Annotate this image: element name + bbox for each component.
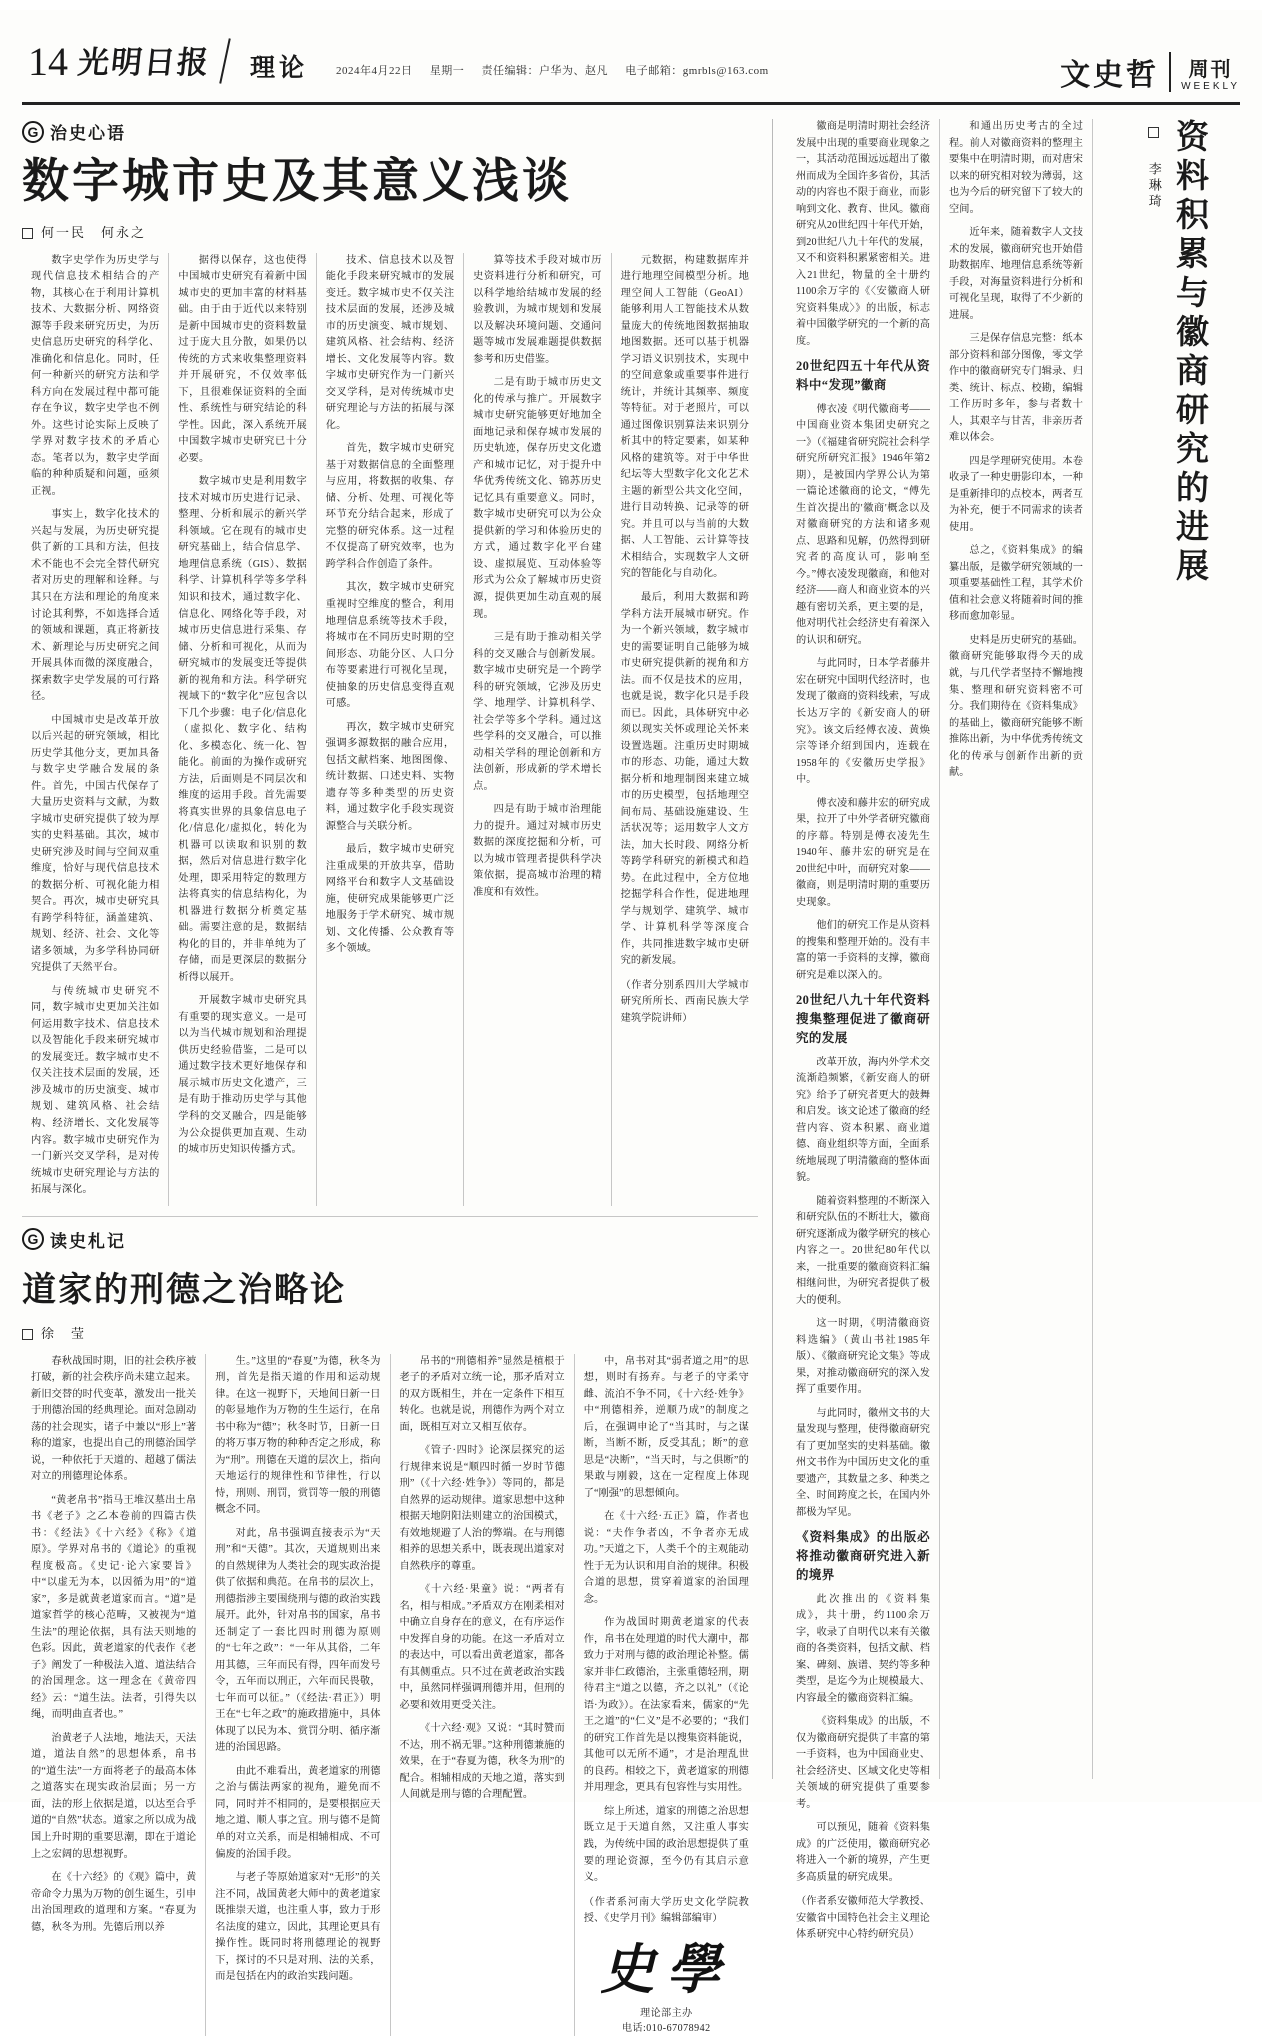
para: 元数据，构建数据库并进行地理空间模型分析。地理空间人工智能（GeoAI）能够利用人工智能技术从数量庞大的传统地图数据抽取地图数据。还可以基于机器学习语义识别技术，实现中的空间意象或重要事件进行统计，并统计其频率、频度等特征。对于老照片，可以通过图像识别算法来识别分析其中的特定要素，如某种风格的建筑等。对于中华世纪坛等大型数字化文化艺术主题的新型公共文化空间，进行目动转换、记录等的研究。并且可以与当前的大数据、人工智能、云计算等技术相结合，实现数字人文研究的智能化与自动化。	[620, 254, 749, 580]
para: 与老子等原始道家对“无形”的关注不同，战国黄老大师中的黄老道家既推崇天道，也注重人事，致力于形名法度的建立，因此，其理论更具有操作性。既同时将刑德理论的视野下，探讨的不只是对刑、法的关系，而是包括在内的政治实践问题。	[215, 1872, 381, 1983]
para: 中，帛书对其“弱者道之用”的思想，则时有扬弃。与老子的守柔守雌、流泊不争不同，《十六经·姓争》中“刑德相养，逆顺乃成”的制度之后，在强调申论了“当其时，与之谋断，当断不断，反受其乱；断”的意思是“决断”，“当天时，与之俱断”的果敢与刚毅，这在一定程度上体现了“刚强”的思想倾向。	[583, 1355, 749, 1499]
section-label-text: 读史札记	[50, 1231, 126, 1251]
para: 四是有助于城市治理能力的提升。通过对城市历史数据的深度挖掘和分析，可以为城市管理者提供科学决策依据，提高城市治理的精准度和有效性。	[473, 804, 602, 898]
article1-author-note: （作者分别系四川大学城市研究所所长、西南民族大学建筑学院讲师）	[620, 979, 749, 1024]
section-label-dushizhaji	[22, 1227, 758, 1252]
masthead-footer-meta	[584, 2006, 749, 2036]
newspaper-page	[0, 10, 1262, 2034]
para: 近年来，随着数字人文技术的发展，徽商研究也开始借助数据库、地理信息系统等新手段，对海量资料进行分析和可视化呈现，取得了不少新的进展。	[949, 227, 1083, 321]
byline-box-icon	[1148, 127, 1159, 138]
byline-box-icon	[22, 1329, 33, 1340]
para: 这一时期，《明清徽商资料选编》（黄山书社1985年版）、《徽商研究论文集》等成果，对推动徽商研究的深入发挥了重要作用。	[796, 1318, 930, 1396]
article1-col-2	[169, 253, 315, 1206]
para: 改革开放，海内外学术交流渐趋频繁，《新安商人的研究》给予了研究者更大的鼓舞和启发。该文论述了徽商的经营内容、资本积累、商业道德、商业组织等方面，全面系统地展现了明清徽商的整体面貌。	[796, 1056, 930, 1184]
para: 此次推出的《资料集成》，共十册，约1100余万字，收录了自明代以来有关徽商的各类资料，包括文献、档案、碑刻、族谱、契约等多种类型，是迄今为止规模最大、内容最全的徽商资料汇编。	[796, 1593, 930, 1704]
article1-col-4	[464, 253, 610, 1206]
article-digital-city-history	[22, 119, 758, 1206]
byline-box-icon	[22, 228, 33, 239]
para: 与此同时，徽州文书的大量发现与整理，使得徽商研究有了更加坚实的史料基础。徽州文书作为中国历史文化的重要遗产，其数量之多、种类之全、时间跨度之长，在国内外都极为罕见。	[796, 1407, 930, 1518]
para: 数字史学作为历史学与现代信息技术相结合的产物，其核心在于利用计算机技术、大数据分析、网络资源等手段来研究历史，为历史信息历史研究的科学化、准确化和信息化。同时，任何一种新兴的研究方法和学科方向在发展过程中都可能存在争议，数字史学也不例外。这些讨论实际上反映了学界对数字技术的矛盾心态。笔者以为，数字史学面临的种种质疑和问题，亟须正视。	[31, 254, 160, 497]
page-number: 14	[28, 39, 68, 84]
masthead	[22, 10, 1240, 105]
section-name: 理论	[250, 53, 309, 82]
article3-heading-3: 《资料集成》的出版必将推动徽商研究进入新的境界	[796, 1530, 930, 1582]
article1-headline: 数字城市史及其意义浅谈	[22, 154, 572, 209]
para: 技术、信息技术以及智能化手段来研究城市的发展变迁。数字城市史不仅关注技术层面的发展，还涉及城市的历史演变、城市规划、建筑风格、社会结构、经济增长、文化发展等内容。数字城市史研究作为一门新兴交叉学科，是对传统城市史研究理论与方法的拓展与深化。	[325, 254, 455, 431]
para: 《十六经·果童》说：“两者有名，相与相成。”矛盾双方在刚柔相对中确立自身存在的意义，在有序运作中发挥自身的功能。在这一矛盾对立的表达中，可以看出黄老道家，都各有其侧重点。只不过在黄老政治实践中，虽然同样强调刑德并用，但刑的必要和效用更受关注。	[399, 1584, 565, 1711]
article1-byline	[22, 222, 758, 241]
para: 首先，数字城市史研究基于对数据信息的全面整理与应用，将数据的收集、存储、分析、处理、可视化等环节充分结合起来，形成了完整的研究体系。这一过程不仅提高了研究效率，也为跨学科合作创造了条件。	[325, 443, 455, 570]
calligraphy-block	[584, 1936, 749, 2036]
section-label-zhishixinyu	[22, 119, 758, 144]
left-region	[22, 119, 772, 2034]
para: 春秋战国时期，旧的社会秩序被打破，新的社会秩序尚未建立起来。新旧交替的时代变革，激发出一批关于刑德治国的经典理论。面对急剧动荡的社会现实，诸子中兼以“形上”著称的道家，也提出自己的刑德治国学说，一种依托于天道的、超越了儒法对立的刑德理论体系。	[31, 1355, 197, 1483]
article3-vertical-byline	[1145, 127, 1164, 247]
para: 《管子·四时》论深层探究的运行规律来说是“顺四时循一岁时节德刑”（《十六经·姓争》）等同的，都是自然界的运动规律。道家思想中这种根据天地阴阳法则建立的治国模式，有效地规避了人治的弊端。在与刑德相养的思想关系中，既表现出道家对自然秩序的尊重。	[399, 1445, 565, 1572]
article2-col-3	[390, 1354, 573, 2036]
article2-col-1	[22, 1354, 205, 2036]
para: 二是有助于城市历史文化的传承与推广。开展数字城市史研究能够更好地加全面地记录和保存城市发展的历史轨迹，保存历史文化遗产和城市记忆，对于提升中华优秀传统文化、锦苏历史记忆具有重要意义。同时，数字城市史研究可以为公众提供新的学习和体验历史的方式，通过数字化平台建设、虚拟展览、互动体验等形式为公众了解城市历史资源，提供更加生动直观的展现。	[473, 377, 602, 620]
section-label-text: 治史心语	[50, 124, 126, 143]
article1-author: 何一民 何永之	[41, 224, 147, 240]
article2-author-note: （作者系河南大学历史文化学院教授、《史学月刊》编辑部编审）	[583, 1896, 749, 1925]
para: 在《十六经·五正》篇，作者也说：“夫作争者凶，不争者亦无成功。”天道之下，人类千个的主观能动性于无为认识和用自治的规律。积极合道的思想，贯穿着道家的治国理念。	[583, 1511, 749, 1605]
article2-col-2	[206, 1354, 389, 2036]
para: 作为战国时期黄老道家的代表作，帛书在处理道的时代大潮中，都致力于对刑与德的政治理论补整。儒家并非仁政德治，主张重德轻刑，期待君主“道之以德，齐之以礼”（《论语·为政》）。在法家看来，儒家的“先王之道”的“仁义”是不必要的；“我们的研究工作首先是以搜集资料能说，其他可以无所不通”，才是治理乱世的良药。相较之下，黄老道家的刑德并用理念，更具有包容性与实用性。	[583, 1617, 749, 1794]
para: 三是保存信息完整：纸本部分资料和部分图像，零文学作中的徽商研究专门辑录、归类、统计、标点、校勘，编辑工作历时多年，参与者数十人，其艰辛与甘苦，非亲历者难以体会。	[949, 333, 1083, 444]
para: 史料是历史研究的基础。徽商研究能够取得今天的成就，与几代学者坚持不懈地搜集、整理和研究资料密不可分。我们期待在《资料集成》的基础上，徽商研究能够不断推陈出新，为中华优秀传统文化的传承与创新作出新的贡献。	[949, 634, 1083, 779]
article3-col-1	[787, 119, 939, 1941]
weekly-label: 周刊	[1188, 59, 1233, 81]
para: 三是有助于推动相关学科的交叉融合与创新发展。数字城市史研究是一个跨学科的研究领域，它涉及历史学、地理学、计算机科学、社会学等多个学科。通过这些学科的交叉融合，可以推动相关学科的理论创新和方法创新，形成新的学术增长点。	[473, 632, 602, 792]
article3-vertical-headline: 资料积累与徽商研究的进展	[1171, 119, 1210, 587]
para: 《十六经·观》又说：“其时赞而不达，刑不祸无罪。”这种刑德兼施的效果，在于“春夏为德，秋冬为刑”的配合。相辅相成的天地之道，落实到人间就是刑与德的合理配置。	[399, 1723, 565, 1801]
para: 在《十六经》的《观》篇中，黄帝命令力黑为万物的创生诞生，引申出治国理政的道理和方案。“春夏为德，秋冬为刑。先德后刑以养	[31, 1872, 197, 1933]
article-divider	[22, 1216, 758, 1217]
para: 事实上，数字化技术的兴起与发展，为历史研究提供了新的工具和方法，但技术不能也不会完全替代研究者对历史的理解和诠释。与其只在方法和理论的角度来讨论其利弊，不如选择合适的领域和课题，真正将新技术、新理论与历史研究之间开展具体而微的深度融合，探索数字史学发展的可行路径。	[31, 509, 160, 703]
weekly-label-en: WEEKLY	[1181, 81, 1240, 92]
para: 据得以保存，这也使得中国城市史研究有着新中国城市史的更加丰富的材料基础。由于由于近代以来特别是新中国城市史的资料数量过于庞大且分散，如果仍以传统的方式来收集整理资料并开展研究，不仅效率低下，且很难保证资料的全面性、系统性与研究结论的科学性。因此，深入系统开展中国数字城市史研究已十分必要。	[178, 254, 307, 464]
article-daojia-xingde	[22, 1227, 758, 2036]
para: “黄老帛书”指马王堆汉墓出土帛书《老子》之乙本卷前的四篇古佚书：《经法》《十六经》《称》《道原》。学界对帛书的《道论》的重视程度极高。《史记·论六家要旨》中“以虚无为本，以因循为用”的“道家”，多是就黄老道家而言。“道”是道家哲学的核心范畴，又被视为“道生法”的理论依据，具有法天则地的色彩。因此，黄老道家的代表作《老子》阐发了一种极法入道、道法结合的治国理念。这一理念在《黄帝四经》云：“道生法。法者，引得失以绳，而明曲直者也。”	[31, 1494, 197, 1721]
article2-author: 徐 莹	[41, 1325, 87, 1341]
page-content	[22, 119, 1240, 2034]
para: 最后，数字城市史研究注重成果的开放共享，借助网络平台和数字人文基础设施，使研究成果能够更广泛地服务于学术研究、城市规划、文化传播、公众教育等多个领域。	[325, 844, 455, 955]
para: 对此，帛书强调直接表示为“天刑”和“天德”。其次，天道规则出来的自然规律为人类社会的现实政治提供了依据和典范。在帛书的层次上，刑德指涉主要围绕刑与德的政治实践展开。此外，针对帛书的国家，帛书还制定了一套比四时刑德为原则的“七年之政”：“一年从其俗，二年用其德，三年而民有得，四年而发号令，五年而以刑正，六年而民畏敬，七年而可以征。”（《经法·君正》）明王在“七年之政”的施政措施中，具体体现了以民为本、赏罚分明、循序渐进的治国思路。	[215, 1527, 381, 1754]
email: 电子邮箱：gmrbls@163.com	[625, 65, 769, 77]
issue-date: 2024年4月22日	[336, 65, 413, 77]
para: 治黄老子人法地，地法天，天法道，道法自然”的思想体系，帛书的“道生法”一方面将老子的最高本体之道落实在现实政治层面；另一方面，法的形上依据是道，以达至合乎道的“自然”状态。道家之所以成为战国上升时期的重要思潮，即在于道论上之宏阔的思想视野。	[31, 1732, 197, 1860]
para: 最后，利用大数据和跨学科方法开展城市研究。作为一个新兴领域，数字城市史的需要证明自己能够为城市史研究提供新的视角和方法。而不仅是技术的应用，也就是说，数字化只是手段而已。因此，具体研究中必须以现实关怀或理论关怀来设置选题。注重历史时期城市的形态、功能，通过大数据分析和地理制图来建立城市的历史模型，包括地理空间布局、基础设施建设、生活状况等；运用数字人文方法，加大长时段、网络分析等跨学科研究的新模式和趋势。在此过程中，全方位地挖掘学科合作性，促进地理学与规划学、建筑学、城市学、计算机科学等深度合作，共同推进数字城市史研究的新发展。	[620, 592, 749, 967]
article3-author: 李琳琦	[1146, 162, 1162, 210]
article3-author-note: （作者系安徽师范大学教授、安徽省中国特色社会主义理论体系研究中心特约研究员）	[796, 1896, 930, 1941]
calligraphy-shixue: 史學	[600, 1936, 733, 2001]
para: 吊书的“刑德相养”显然是植根于老子的矛盾对立统一论，那矛盾对立的双方既相生，并在一定条件下相互转化。也就是说，刑德作为两个对立面，既相互对立又相互依存。	[399, 1355, 565, 1433]
para: 中国城市史是改革开放以后兴起的研究领域，相比历史学其他分支，更加具备与数字史学融合发展的条件。首先，中国古代保存了大量历史资料与文献，为数字城市史研究提供了较为厚实的史料基础。其次，城市史研究涉及时间与空间双重维度，恰好与现代信息技术的数据分析、可视化能力相契合。再次，城市史研究具有跨学科特征，涵盖建筑、规划、经济、社会、文化等诸多领域，为多学科协同研究提供了天然平台。	[31, 714, 160, 974]
para: 《资料集成》的出版，不仅为徽商研究提供了丰富的第一手资料，也为中国商业史、社会经济史、区域文化史等相关领域的研究提供了重要参考。	[796, 1716, 930, 1810]
para: 生。”这里的“春夏”为德，秋冬为刑，首先是指天道的作用和运动规律。在这一视野下，天地间日新一日的彰显地作为万物的生生运行，在帛书中称为“德”；秋冬时节，日新一日的将万事万物的种种否定之形成，称为“刑”。刑德在天道的层次上，指向天地运行的规律性和节律性，行以恃，刑则、刑罚，赏罚等一般的刑德概念不同。	[215, 1355, 381, 1516]
article3-heading-2: 20世纪八九十年代资料搜集整理促进了徽商研究的发展	[796, 993, 930, 1045]
para: 再次，数字城市史研究强调多源数据的融合应用，包括文献档案、地图图像、统计数据、口述史料、实物遗存等多种类型的历史资料，通过数字化手段实现资源整合与关联分析。	[325, 721, 455, 832]
para: 开展数字城市史研究具有重要的现实意义。一是可以为当代城市规划和治理提供历史经验借鉴，二是可以通过数字技术更好地保存和展示城市历史文化遗产，三是有助于推动历史学与其他学科的交叉融合，四是能够为公众提供更加直观、生动的城市历史知识传播方式。	[178, 995, 307, 1156]
para: 数字城市史是利用数字技术对城市历史进行记录、整理、分析和展示的新兴学科领域。它在现有的城市史研究基础上，结合信息学、地理信息系统（GIS）、数据科学、计算机科学等多学科知识和技术，通过数字化、信息化、网络化等手段，对城市历史信息进行采集、存储、分析和可视化，从而为研究城市的发展变迁等提供新的视角和方法。科学研究视域下的“数字化”应包含以下几个步骤：电子化/信息化（虚拟化、数字化、结构化、多模态化、统一化、智能化。前面的为操作或研究方法，后面则是不同层次和维度的运用手段。首先需要将真实世界的具象信息电子化/信息化/虚拟化，转化为机器可以读取和识别的数据，然后对信息进行数字化处理，即采用特定的数理方法将真实的信息结构化，为机器进行数据分析奠定基础。需要注意的是，数据结构化的目的，并非单纯为了存储，而是更深层的数据分析得以展开。	[178, 476, 307, 983]
g-circle-icon: G	[22, 121, 44, 143]
article1-col-3	[317, 253, 463, 1206]
article1-columns	[22, 253, 758, 1206]
dept-line: 理论部主办	[640, 2007, 693, 2019]
weekly-brand	[1060, 50, 1240, 96]
editors: 责任编辑：户华为、赵凡	[481, 65, 609, 77]
issue-weekday: 星期一	[429, 65, 465, 77]
para: 徽商是明清时期社会经济发展中出现的重要商业现象之一，其活动范围远远超出了徽州而成为全国许多省份，其活动的内容也不限于商业，而影响到文化、教育、世风。徽商研究从20世纪四十年代开始，到20世纪八九十年代的发展，又不和资料积累紧密相关。进入21世纪，物量的全十册约1100余万字的《〈安徽商人研究资料集成〉》的出版，标志着中国徽学研究的一个新的高度。	[796, 121, 930, 347]
weekly-divider	[1169, 52, 1171, 92]
para: 算等技术手段对城市历史资料进行分析和研究，可以科学地给结城市发展的经验教训，为城市规划和发展以及解决环境问题、交通问题等城市发展难题提供数据参考和历史借鉴。	[473, 254, 602, 365]
para: 可以预见，随着《资料集成》的广泛使用，徽商研究必将进入一个新的境界，产生更多高质量的研究成果。	[796, 1822, 930, 1883]
article-huishang-research	[772, 119, 1224, 1941]
article3-title-region	[1093, 119, 1211, 1779]
article2-byline	[22, 1323, 758, 1342]
article2-headline: 道家的刑德之治略论	[22, 1269, 346, 1310]
article3-col-2	[940, 119, 1092, 1779]
para: 傅衣凌《明代徽商考——中国商业资本集团史研究之一》（《福建省研究院社会科学研究所研究汇报》1946年第2期），是被国内学界公认为第一篇论述徽商的论文，“傅先生首次提出的'徽商'概念以及对徽商研究的方法和诸多观点、思路和见解，仍然得到研究者的高度认可，影响至今。”傅衣凌发现徽商，和他对经济——商人和商业资本的兴趣有密切关系，更主要的是，他对明代社会经济史有着深入的认识和研究。	[796, 403, 930, 646]
g-circle-icon: G	[22, 1228, 44, 1250]
para: 四是学理研究使用。本卷收录了一种史册影印本，一种是重新排印的点校本，两者互为补充，便于不同需求的读者使用。	[949, 455, 1083, 533]
article2-columns	[22, 1354, 758, 2036]
para: 与传统城市史研究不同，数字城市史更加关注如何运用数字技术、信息技术以及智能化手段来研究城市的发展变迁。数字城市史不仅关注技术层面的发展，还涉及城市的历史演变、城市规划、建筑风格、社会结构、经济增长、文化发展等内容。数字城市史研究作为一门新兴交叉学科，是对传统城市史研究理论与方法的拓展与深化。	[31, 985, 160, 1196]
para: 和通出历史考古的全过程。前人对徽商资料的整理主要集中在明清时期，而对唐宋以来的研究相对较为薄弱，这也为今后的研究留下了较大的空间。	[949, 121, 1083, 215]
article1-col-5	[612, 253, 758, 1206]
weekly-title: 文史哲	[1060, 58, 1160, 93]
article2-col-4	[575, 1354, 758, 2036]
phone-line: 电话:010-67078942	[622, 2022, 711, 2034]
masthead-meta	[322, 62, 783, 90]
article3-heading-1: 20世纪四五十年代从资料中“发现”徽商	[796, 359, 930, 392]
para: 他们的研究工作是从资料的搜集和整理开始的。没有丰富的第一手资料的支撑，徽商研究是难以深入的。	[796, 920, 930, 981]
para: 综上所述，道家的刑德之治思想既立足于天道自然，又注重人事实践，为传统中国的政治思想提供了重要的理论资源，至今仍有其启示意义。	[583, 1805, 749, 1884]
paper-title: 光明日报	[76, 45, 212, 81]
para: 傅衣凌和藤井宏的研究成果，拉开了中外学者研究徽商的序幕。特别是傅衣凌先生1940年、藤井宏的研究是在20世纪中叶，而研究对象——徽商，则是明清时期的重要历史现象。	[796, 797, 930, 908]
para: 由此不难看出，黄老道家的刑德之治与儒法两家的视角，避免而不同，同时并不相同的，是要根据应天地之道、顺人事之宜。刑与德不是简单的对立关系，而是相辅相成、不可偏废的治国手段。	[215, 1765, 381, 1860]
para: 其次，数字城市史研究重视时空维度的整合，利用地理信息系统等技术手段，将城市在不同历史时期的空间形态、功能分区、人口分布等要素进行可视化呈现，使抽象的历史信息变得直观可感。	[325, 582, 455, 710]
title-divider	[219, 38, 231, 83]
para: 总之，《资料集成》的编纂出版，是徽学研究领域的一项重要基础性工程，其学术价值和社会意义将随着时间的推移而愈加彰显。	[949, 545, 1083, 623]
para: 与此同时，日本学者藤井宏在研究中国明代经济时，也发现了徽商的资料线索，写成长达万字的《新安商人的研究》。该文后经傅衣凌、黄焕宗等译介绍到国内，连载在1958年的《安徽历史学报》中。	[796, 658, 930, 786]
article1-col-1	[22, 253, 168, 1206]
para: 随着资料整理的不断深入和研究队伍的不断壮大，徽商研究逐渐成为徽学研究的核心内容之一。20世纪80年代以来，一批重要的徽商资料汇编相继问世，为研究者提供了极大的便利。	[796, 1195, 930, 1306]
